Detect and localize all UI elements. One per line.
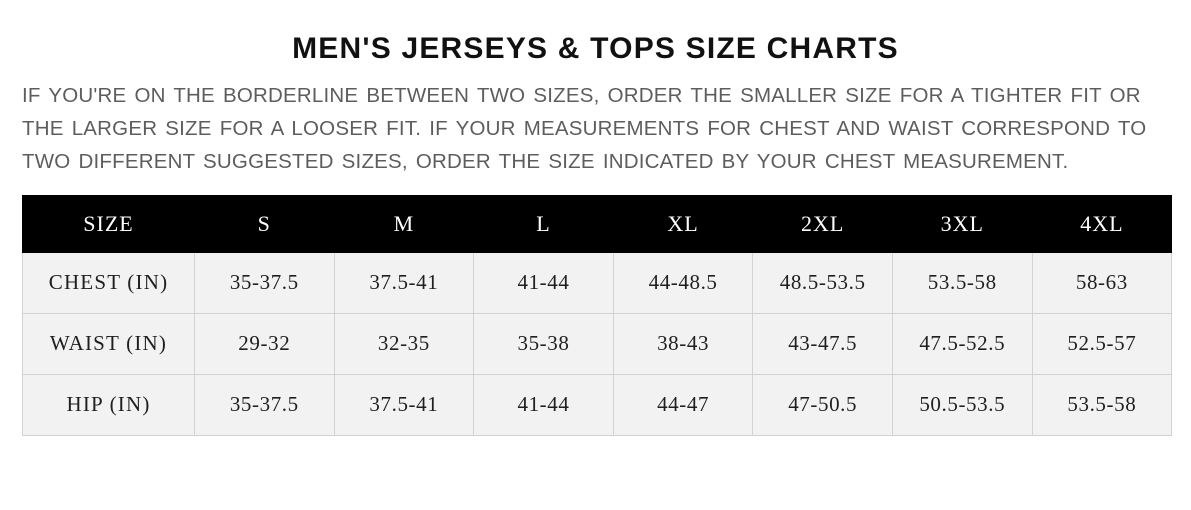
row-label-chest: CHEST (IN): [23, 252, 195, 313]
column-header-xl: XL: [613, 195, 753, 252]
column-header-3xl: 3XL: [892, 195, 1032, 252]
column-header-4xl: 4XL: [1032, 195, 1172, 252]
cell-chest-m: 37.5-41: [334, 252, 474, 313]
intro-paragraph: IF YOU'RE ON THE BORDERLINE BETWEEN TWO SIZES, ORDER THE SMALLER SIZE FOR A TIGHTER FIT OR THE LARGER SIZE FOR A LOOSER FIT. IF YOUR MEASUREMENTS FOR CHEST AND WAIST CORRESPOND TO TWO DIFFERENT SUGGESTED SIZES, ORDER THE SIZE INDICATED BY YOUR CHEST MEASUREMENT.: [22, 84, 1147, 174]
row-label-hip: HIP (IN): [23, 374, 195, 435]
column-header-l: L: [474, 195, 614, 252]
cell-waist-xl: 38-43: [613, 313, 753, 374]
column-header-m: M: [334, 195, 474, 252]
cell-waist-2xl: 43-47.5: [753, 313, 893, 374]
table-row: [23, 252, 1172, 313]
column-header-size: SIZE: [23, 195, 195, 252]
cell-hip-4xl: 53.5-58: [1032, 374, 1172, 435]
cell-hip-xl: 44-47: [613, 374, 753, 435]
row-label-waist: WAIST (IN): [23, 313, 195, 374]
cell-chest-2xl: 48.5-53.5: [753, 252, 893, 313]
cell-chest-4xl: 58-63: [1032, 252, 1172, 313]
cell-hip-l: 41-44: [474, 374, 614, 435]
cell-hip-2xl: 47-50.5: [753, 374, 893, 435]
size-chart-table: [22, 195, 1172, 436]
table-header: [23, 195, 1172, 252]
cell-waist-l: 35-38: [474, 313, 614, 374]
table-body: [23, 252, 1172, 435]
cell-hip-s: 35-37.5: [195, 374, 335, 435]
cell-waist-4xl: 52.5-57: [1032, 313, 1172, 374]
cell-chest-l: 41-44: [474, 252, 614, 313]
cell-waist-m: 32-35: [334, 313, 474, 374]
cell-chest-s: 35-37.5: [195, 252, 335, 313]
table-row: [23, 313, 1172, 374]
table-header-row: [23, 195, 1172, 252]
cell-waist-3xl: 47.5-52.5: [892, 313, 1032, 374]
column-header-2xl: 2XL: [753, 195, 893, 252]
cell-waist-s: 29-32: [195, 313, 335, 374]
size-chart-table-container: [22, 195, 1171, 436]
cell-hip-3xl: 50.5-53.5: [892, 374, 1032, 435]
cell-chest-3xl: 53.5-58: [892, 252, 1032, 313]
column-header-s: S: [195, 195, 335, 252]
cell-chest-xl: 44-48.5: [613, 252, 753, 313]
table-row: [23, 374, 1172, 435]
page-title: MEN'S JERSEYS & TOPS SIZE CHARTS: [292, 32, 899, 65]
cell-hip-m: 37.5-41: [334, 374, 474, 435]
